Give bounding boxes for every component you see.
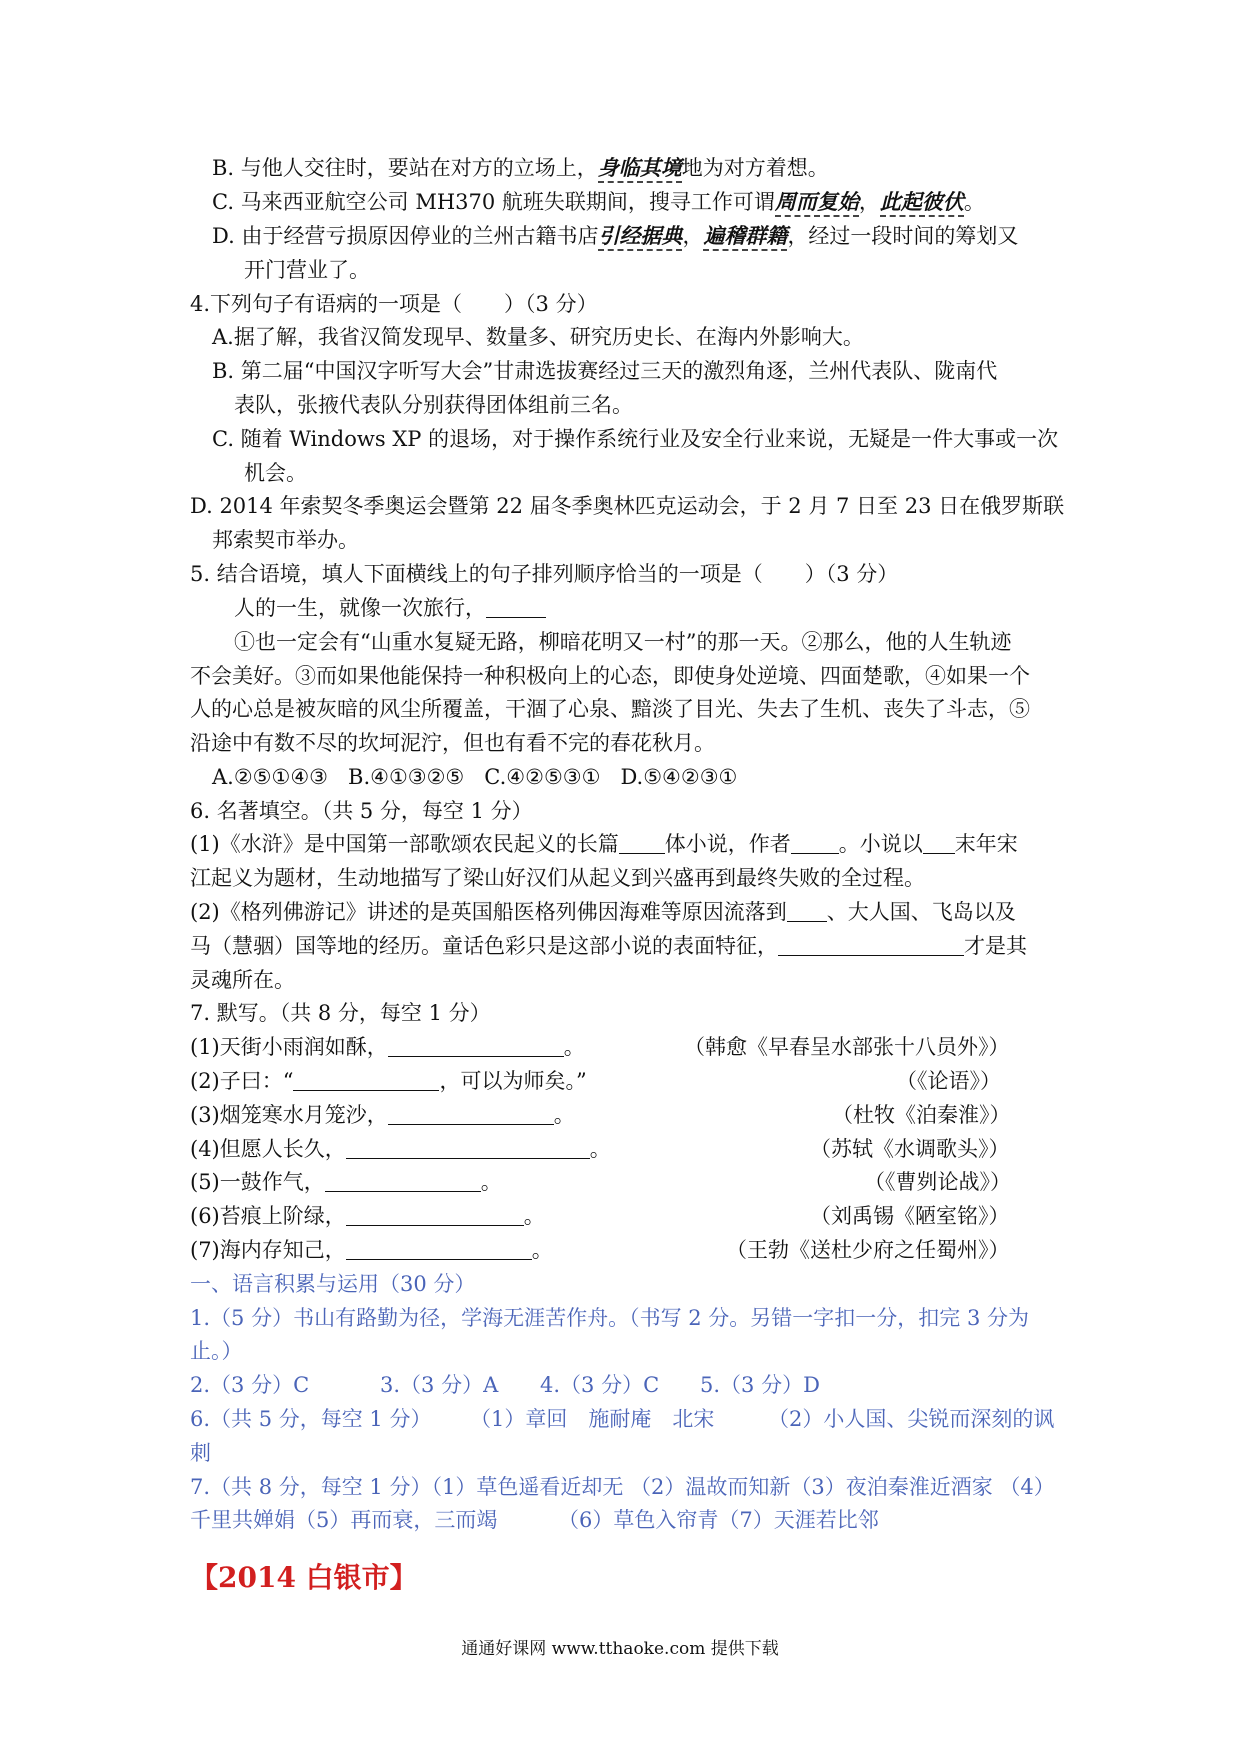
q6-line-3: (2)《格列佛游记》讲述的是英国船医格列佛因海难等原因流落到 、大人国、飞岛以及 — [190, 900, 1016, 924]
q4-option-d-cont: 邦索契市举办。 — [212, 528, 359, 552]
q4-option-c: C. 随着 Windows XP 的退场，对于操作系统行业及安全行业来说，无疑是一件大事或一次 — [212, 427, 1059, 451]
q7-source-3: （杜牧《泊秦淮》） — [832, 1103, 1011, 1127]
q6-line-4: 马（慧骃）国等地的经历。童话色彩只是这部小说的表面特征， 才是其 — [190, 934, 1027, 958]
q5-passage-3: 人的心总是被灰暗的风尘所覆盖，干涸了心泉、黯淡了目光、失去了生机、丧失了斗志，⑤ — [190, 697, 1030, 721]
page-footer: 通通好课网 www.tthaoke.com 提供下载 — [461, 1639, 779, 1659]
answer-6-cont: 刺 — [190, 1441, 211, 1465]
answer-3: 3.（3 分）A — [380, 1373, 499, 1397]
answer-7-cont: 千里共婵娟（5）再而衰，三而竭 — [190, 1508, 498, 1532]
q5-lead: 人的一生，就像一次旅行， — [234, 594, 546, 622]
q6-line-1: (1)《水浒》是中国第一部歌颂农民起义的长篇 体小说，作者 。小说以 末年宋 — [190, 832, 1018, 856]
q5-option-c: C.④②⑤③① — [484, 765, 601, 789]
q4-stem: 4.下列句子有语病的一项是（ ）（3 分） — [190, 292, 598, 316]
q7-source-5: （《曹刿论战》） — [864, 1170, 1011, 1194]
q3-option-d-cont: 开门营业了。 — [244, 258, 370, 282]
answer-5: 5.（3 分）D — [700, 1373, 820, 1397]
q6-line-2: 江起义为题材，生动地描写了梁山好汉们从起义到兴盛再到最终失败的全过程。 — [190, 866, 925, 890]
q3-option-d: D. 由于经营亏损原因停业的兰州古籍书店引经据典，遍稽群籍，经过一段时间的筹划又 — [212, 222, 1018, 250]
q7-item-5: (5)一鼓作气， 。 — [190, 1170, 502, 1194]
q7-item-7: (7)海内存知己， 。 — [190, 1238, 553, 1262]
q4-option-c-cont: 机会。 — [244, 461, 307, 485]
q5-option-d: D.⑤④②③① — [620, 765, 738, 789]
q7-item-4: (4)但愿人长久， 。 — [190, 1137, 611, 1161]
q7-source-4: （苏轼《水调歌头》） — [810, 1137, 1010, 1161]
answer-6-part-1: （1）章回 施耐庵 北宋 — [470, 1407, 715, 1431]
answer-6-part-2: （2）小人国、尖锐而深刻的讽 — [768, 1407, 1055, 1431]
q4-option-a: A.据了解，我省汉简发现早、数量多、研究历史长、在海内外影响大。 — [212, 325, 864, 349]
q7-source-7: （王勃《送杜少府之任蜀州》） — [726, 1238, 1010, 1262]
q7-source-1: （韩愈《早春呈水部张十八员外》） — [684, 1035, 1010, 1059]
q6-stem: 6. 名著填空。（共 5 分，每空 1 分） — [190, 799, 533, 823]
q3-option-c: C. 马来西亚航空公司 MH370 航班失联期间，搜寻工作可谓周而复始，此起彼伏。 — [212, 188, 985, 216]
q4-option-d: D. 2014 年索契冬季奥运会暨第 22 届冬季奥林匹克运动会，于 2 月 7 日至 23 日在俄罗斯联 — [190, 494, 1065, 518]
q7-item-1: (1)天街小雨润如酥， 。 — [190, 1035, 585, 1059]
answers-title: 一、语言积累与运用（30 分） — [190, 1272, 476, 1296]
q6-line-5: 灵魂所在。 — [190, 968, 295, 992]
answer-7: 7.（共 8 分，每空 1 分）（1）草色遥看近却无 （2）温故而知新（3）夜泊秦淮近酒家 （4） — [190, 1475, 1055, 1499]
answer-6: 6.（共 5 分，每空 1 分） — [190, 1407, 432, 1431]
q5-passage-2: 不会美好。③而如果他能保持一种积极向上的心态，即使身处逆境、四面楚歌，④如果一个 — [190, 664, 1030, 688]
q5-stem: 5. 结合语境，填人下面横线上的句子排列顺序恰当的一项是（ ）（3 分） — [190, 562, 899, 586]
q4-option-b-cont: 表队，张掖代表队分别获得团体组前三名。 — [234, 393, 633, 417]
q5-option-b: B.④①③②⑤ — [348, 765, 465, 789]
q7-item-6: (6)苔痕上阶绿， 。 — [190, 1204, 545, 1228]
q5-passage-4: 沿途中有数不尽的坎坷泥泞，但也有看不完的春花秋月。 — [190, 731, 715, 755]
q7-item-3: (3)烟笼寒水月笼沙， 。 — [190, 1103, 575, 1127]
q7-item-2: (2)子曰：“ ，可以为师矣。” — [190, 1069, 587, 1093]
q3-option-b: B. 与他人交往时，要站在对方的立场上，身临其境地为对方着想。 — [212, 154, 829, 182]
q7-source-2: （《论语》） — [896, 1069, 1001, 1093]
q5-passage-1: ①也一定会有“山重水复疑无路，柳暗花明又一村”的那一天。②那么，他的人生轨迹 — [234, 630, 1012, 654]
answer-1: 1.（5 分）书山有路勤为径，学海无涯苦作舟。（书写 2 分。另错一字扣一分，扣完 3 分为 — [190, 1306, 1029, 1330]
section-heading: 【2014 白银市】 — [190, 1561, 418, 1594]
q5-options — [212, 763, 737, 791]
q4-option-b: B. 第二届“中国汉字听写大会”甘肃选拔赛经过三天的激烈角逐，兰州代表队、陇南代 — [212, 359, 998, 383]
answer-2: 2.（3 分）C — [190, 1373, 310, 1397]
q5-option-a: A.②⑤①④③ — [212, 765, 328, 789]
q7-stem: 7. 默写。（共 8 分，每空 1 分） — [190, 1001, 491, 1025]
answer-4: 4.（3 分）C — [540, 1373, 660, 1397]
answer-7-cont-2: （6）草色入帘青（7）天涯若比邻 — [558, 1508, 879, 1532]
answer-1-cont: 止。） — [190, 1339, 243, 1363]
q5-blank — [486, 597, 546, 618]
q7-source-6: （刘禹锡《陋室铭》） — [810, 1204, 1010, 1228]
